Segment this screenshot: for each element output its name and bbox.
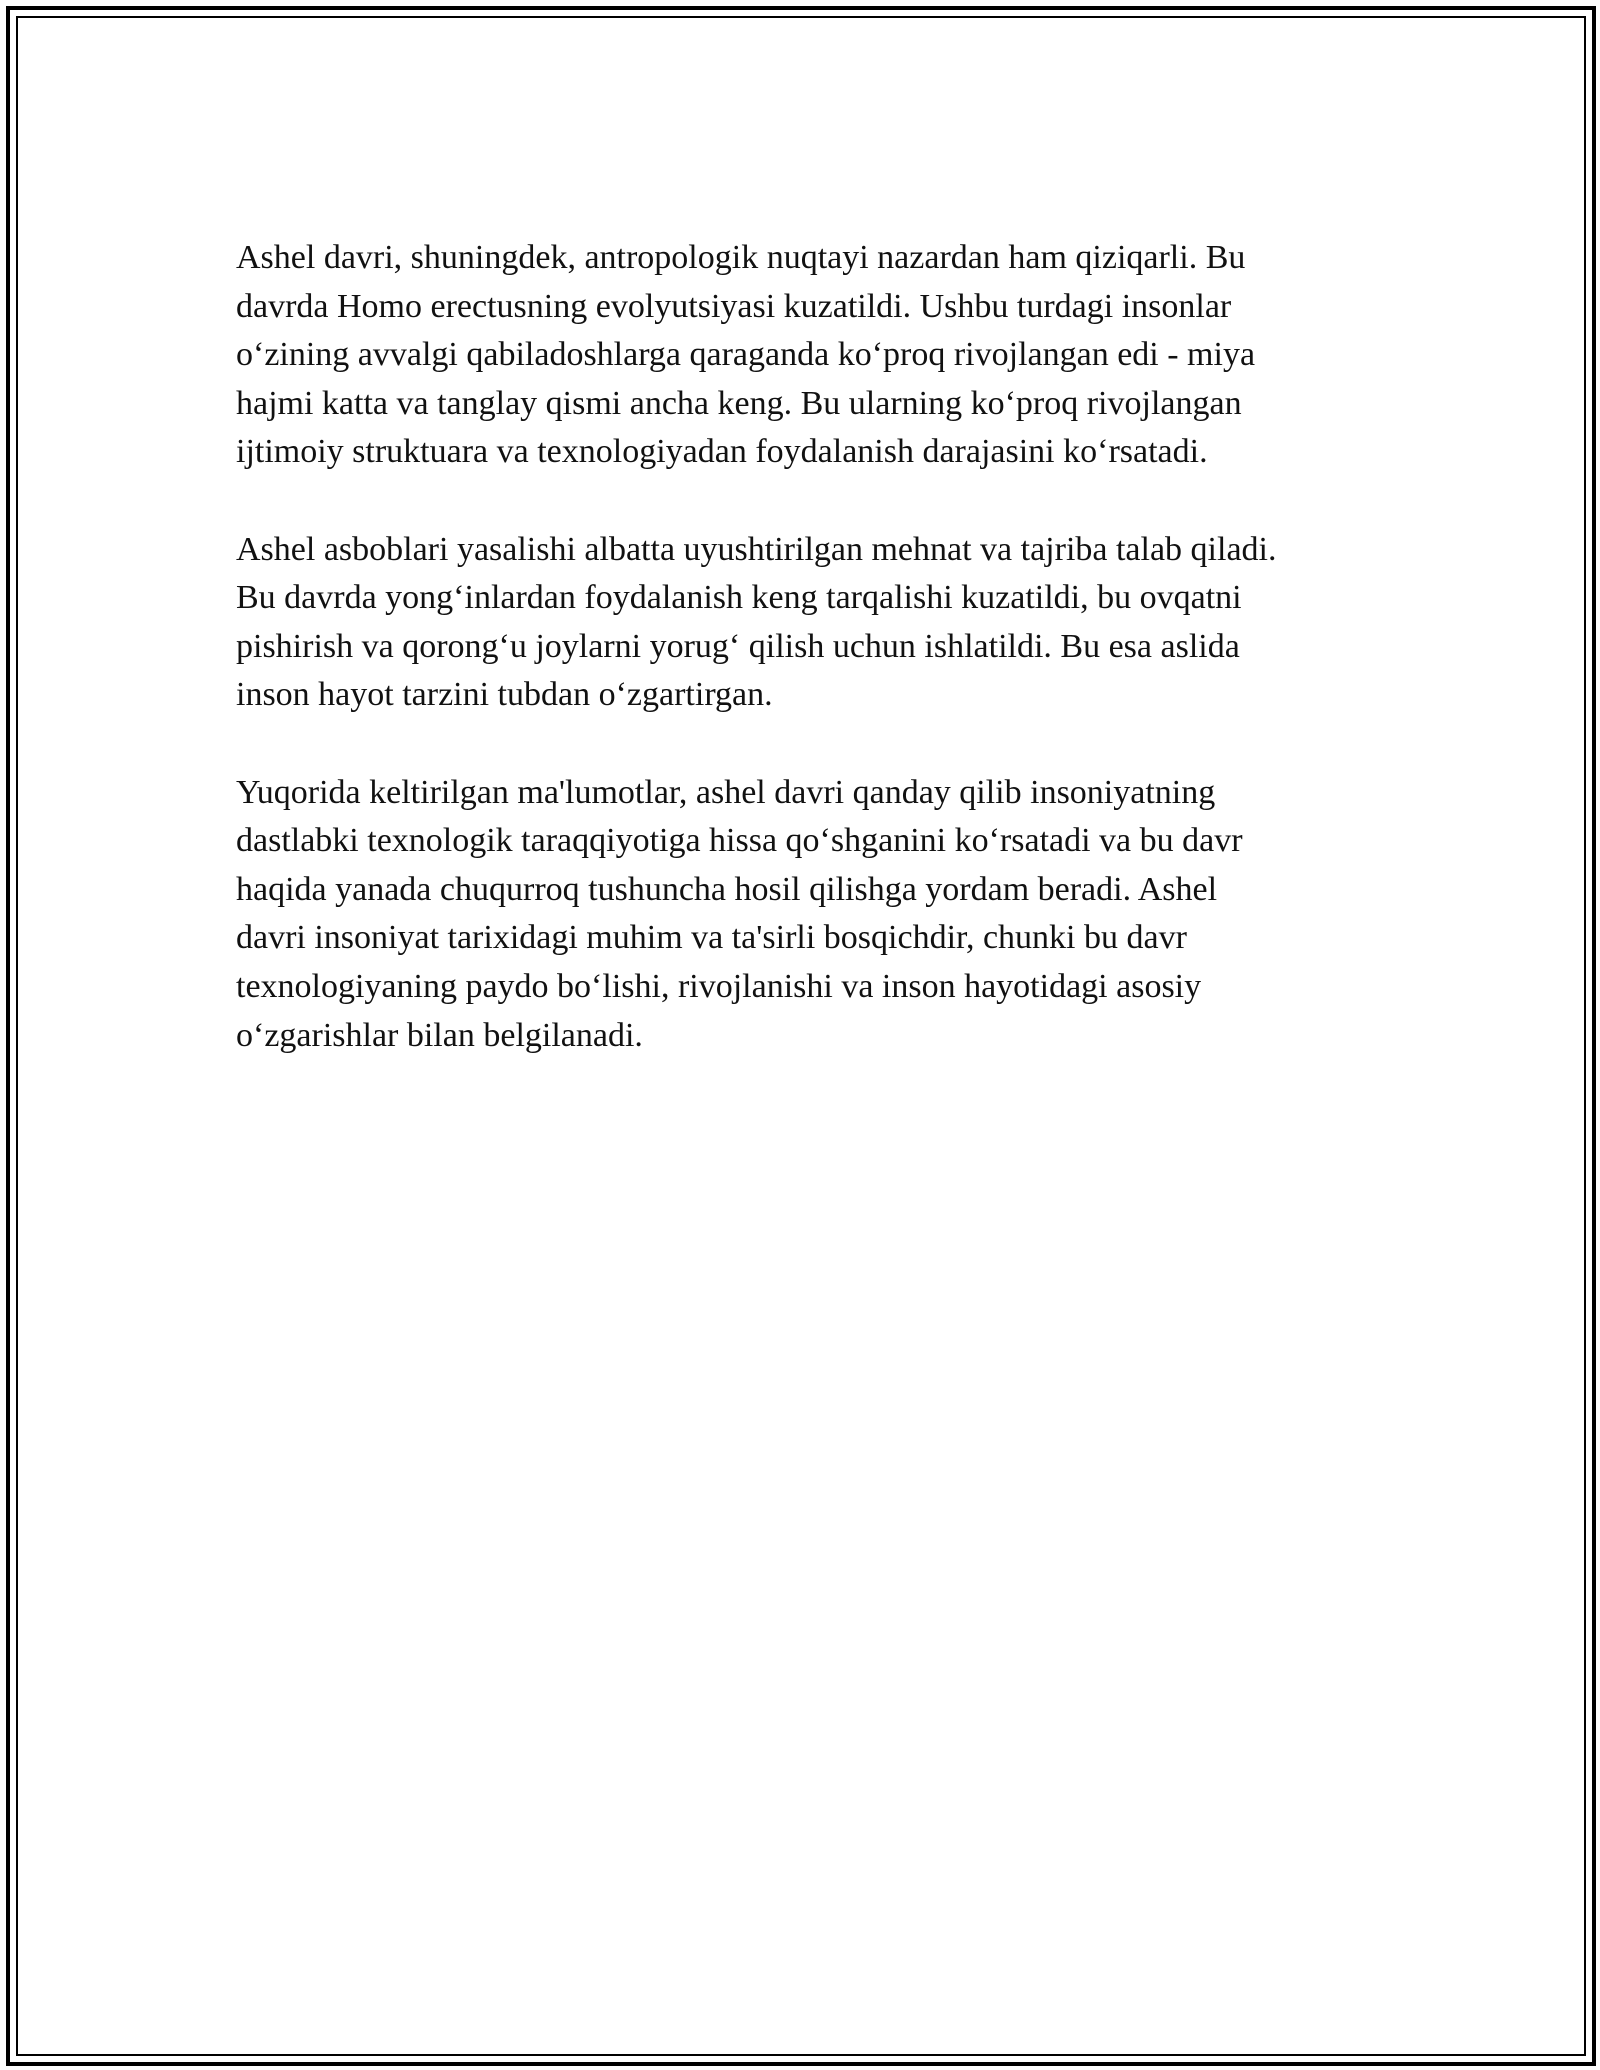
text-line: davrda Homo erectusning evolyutsiyasi kuzatildi. Ushbu turdagi insonlar: [236, 287, 1232, 325]
text-line: Bu davrda yong‘inlardan foydalanish keng tarqalishi kuzatildi, bu ovqatni: [236, 579, 1242, 617]
text-line: haqida yanada chuqurroq tushuncha hosil qilishga yordam beradi. Ashel: [236, 870, 1218, 908]
text-line: Ashel asboblari yasalishi albatta uyushtirilgan mehnat va tajriba talab qiladi.: [236, 530, 1277, 568]
text-line: o‘zgarishlar bilan belgilanadi.: [236, 1016, 643, 1054]
text-line: pishirish va qorong‘u joylarni yorug‘ qilish uchun ishlatildi. Bu esa aslida: [236, 627, 1240, 665]
text-line: dastlabki texnologik taraqqiyotiga hissa qo‘shganini ko‘rsatadi va bu davr: [236, 822, 1243, 860]
text-line: texnologiyaning paydo bo‘lishi, rivojlanishi va inson hayotidagi asosiy: [236, 967, 1202, 1005]
paragraph-3: [236, 769, 1366, 1061]
text-line: Yuqorida keltirilgan ma'lumotlar, ashel davri qanday qilib insoniyatning: [236, 773, 1216, 811]
text-line: inson hayot tarzini tubdan o‘zgartirgan.: [236, 676, 773, 714]
document-body: [236, 234, 1366, 1109]
text-line: ijtimoiy struktuara va texnologiyadan foydalanish darajasini ko‘rsatadi.: [236, 433, 1208, 471]
text-line: o‘zining avvalgi qabiladoshlarga qaraganda ko‘proq rivojlangan edi - miya: [236, 336, 1256, 374]
paragraph-2: [236, 526, 1366, 720]
text-line: Ashel davri, shuningdek, antropologik nuqtayi nazardan ham qiziqarli. Bu: [236, 239, 1246, 276]
paragraph-1: [236, 234, 1366, 477]
text-line: davri insoniyat tarixidagi muhim va ta'sirli bosqichdir, chunki bu davr: [236, 919, 1187, 957]
text-line: hajmi katta va tanglay qismi ancha keng. Bu ularning ko‘proq rivojlangan: [236, 384, 1242, 422]
